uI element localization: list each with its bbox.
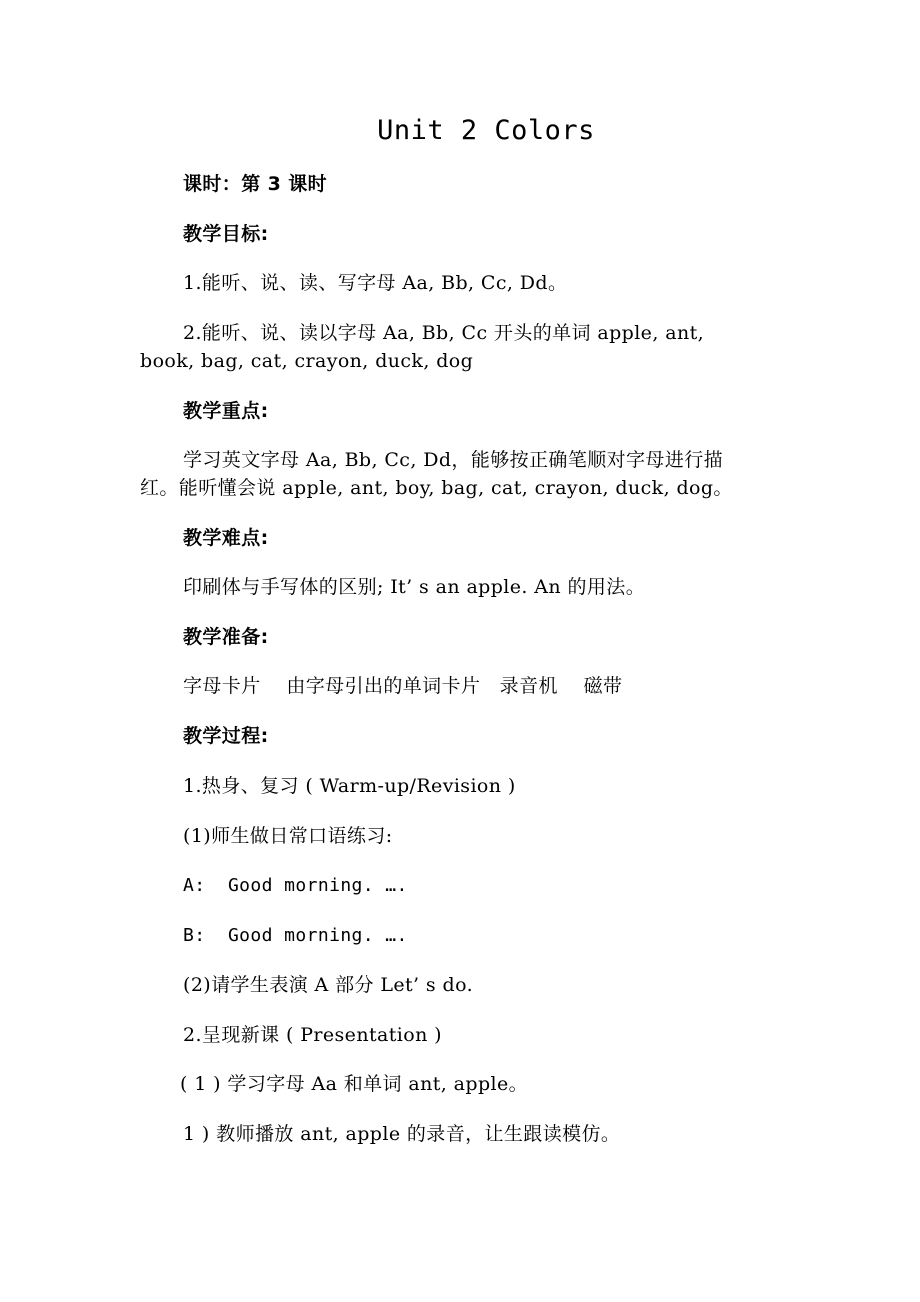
difficulties-text: 印刷体与手写体的区别; It’ s an apple. An 的用法。 [183, 576, 646, 598]
key-points-line-2: 红。能听懂会说 apple, ant, boy, bag, cat, crayon, duck, dog。 [140, 477, 733, 499]
process-step-2: 2.呈现新课 ( Presentation ) [183, 1024, 442, 1046]
preparation-text: 字母卡片 由字母引出的单词卡片 录音机 磁带 [183, 675, 623, 697]
key-points-line-1: 学习英文字母 Aa, Bb, Cc, Dd，能够按正确笔顺对字母进行描 [183, 449, 724, 471]
document-title: Unit 2 Colors [377, 115, 595, 146]
key-points-heading: 教学重点: [183, 400, 269, 422]
objectives-heading: 教学目标: [183, 223, 269, 245]
process-step-1: 1.热身、复习 ( Warm-up/Revision ) [183, 775, 516, 797]
objective-item-2-line-1: 2.能听、说、读以字母 Aa, Bb, Cc 开头的单词 apple, ant, [183, 322, 705, 344]
process-step-2-sub-1: ( 1 ) 学习字母 Aa 和单词 ant, apple。 [180, 1073, 529, 1095]
difficulties-heading: 教学难点: [183, 527, 269, 549]
lesson-time: 课时：第 3 课时 [183, 173, 328, 195]
process-step-1-sub-2: (2)请学生表演 A 部分 Let’ s do. [183, 974, 474, 996]
preparation-heading: 教学准备: [183, 626, 269, 648]
objective-item-2-line-2: book, bag, cat, crayon, duck, dog [140, 350, 474, 372]
objective-item-1: 1.能听、说、读、写字母 Aa, Bb, Cc, Dd。 [183, 272, 568, 294]
process-heading: 教学过程: [183, 725, 269, 747]
process-step-1-sub-1: (1)师生做日常口语练习: [183, 825, 393, 847]
dialog-line-b: B: Good morning. …. [183, 925, 408, 946]
dialog-line-a: A: Good morning. …. [183, 875, 408, 896]
process-step-2-sub-1-item-1: 1 ) 教师播放 ant, apple 的录音，让生跟读模仿。 [183, 1123, 621, 1145]
